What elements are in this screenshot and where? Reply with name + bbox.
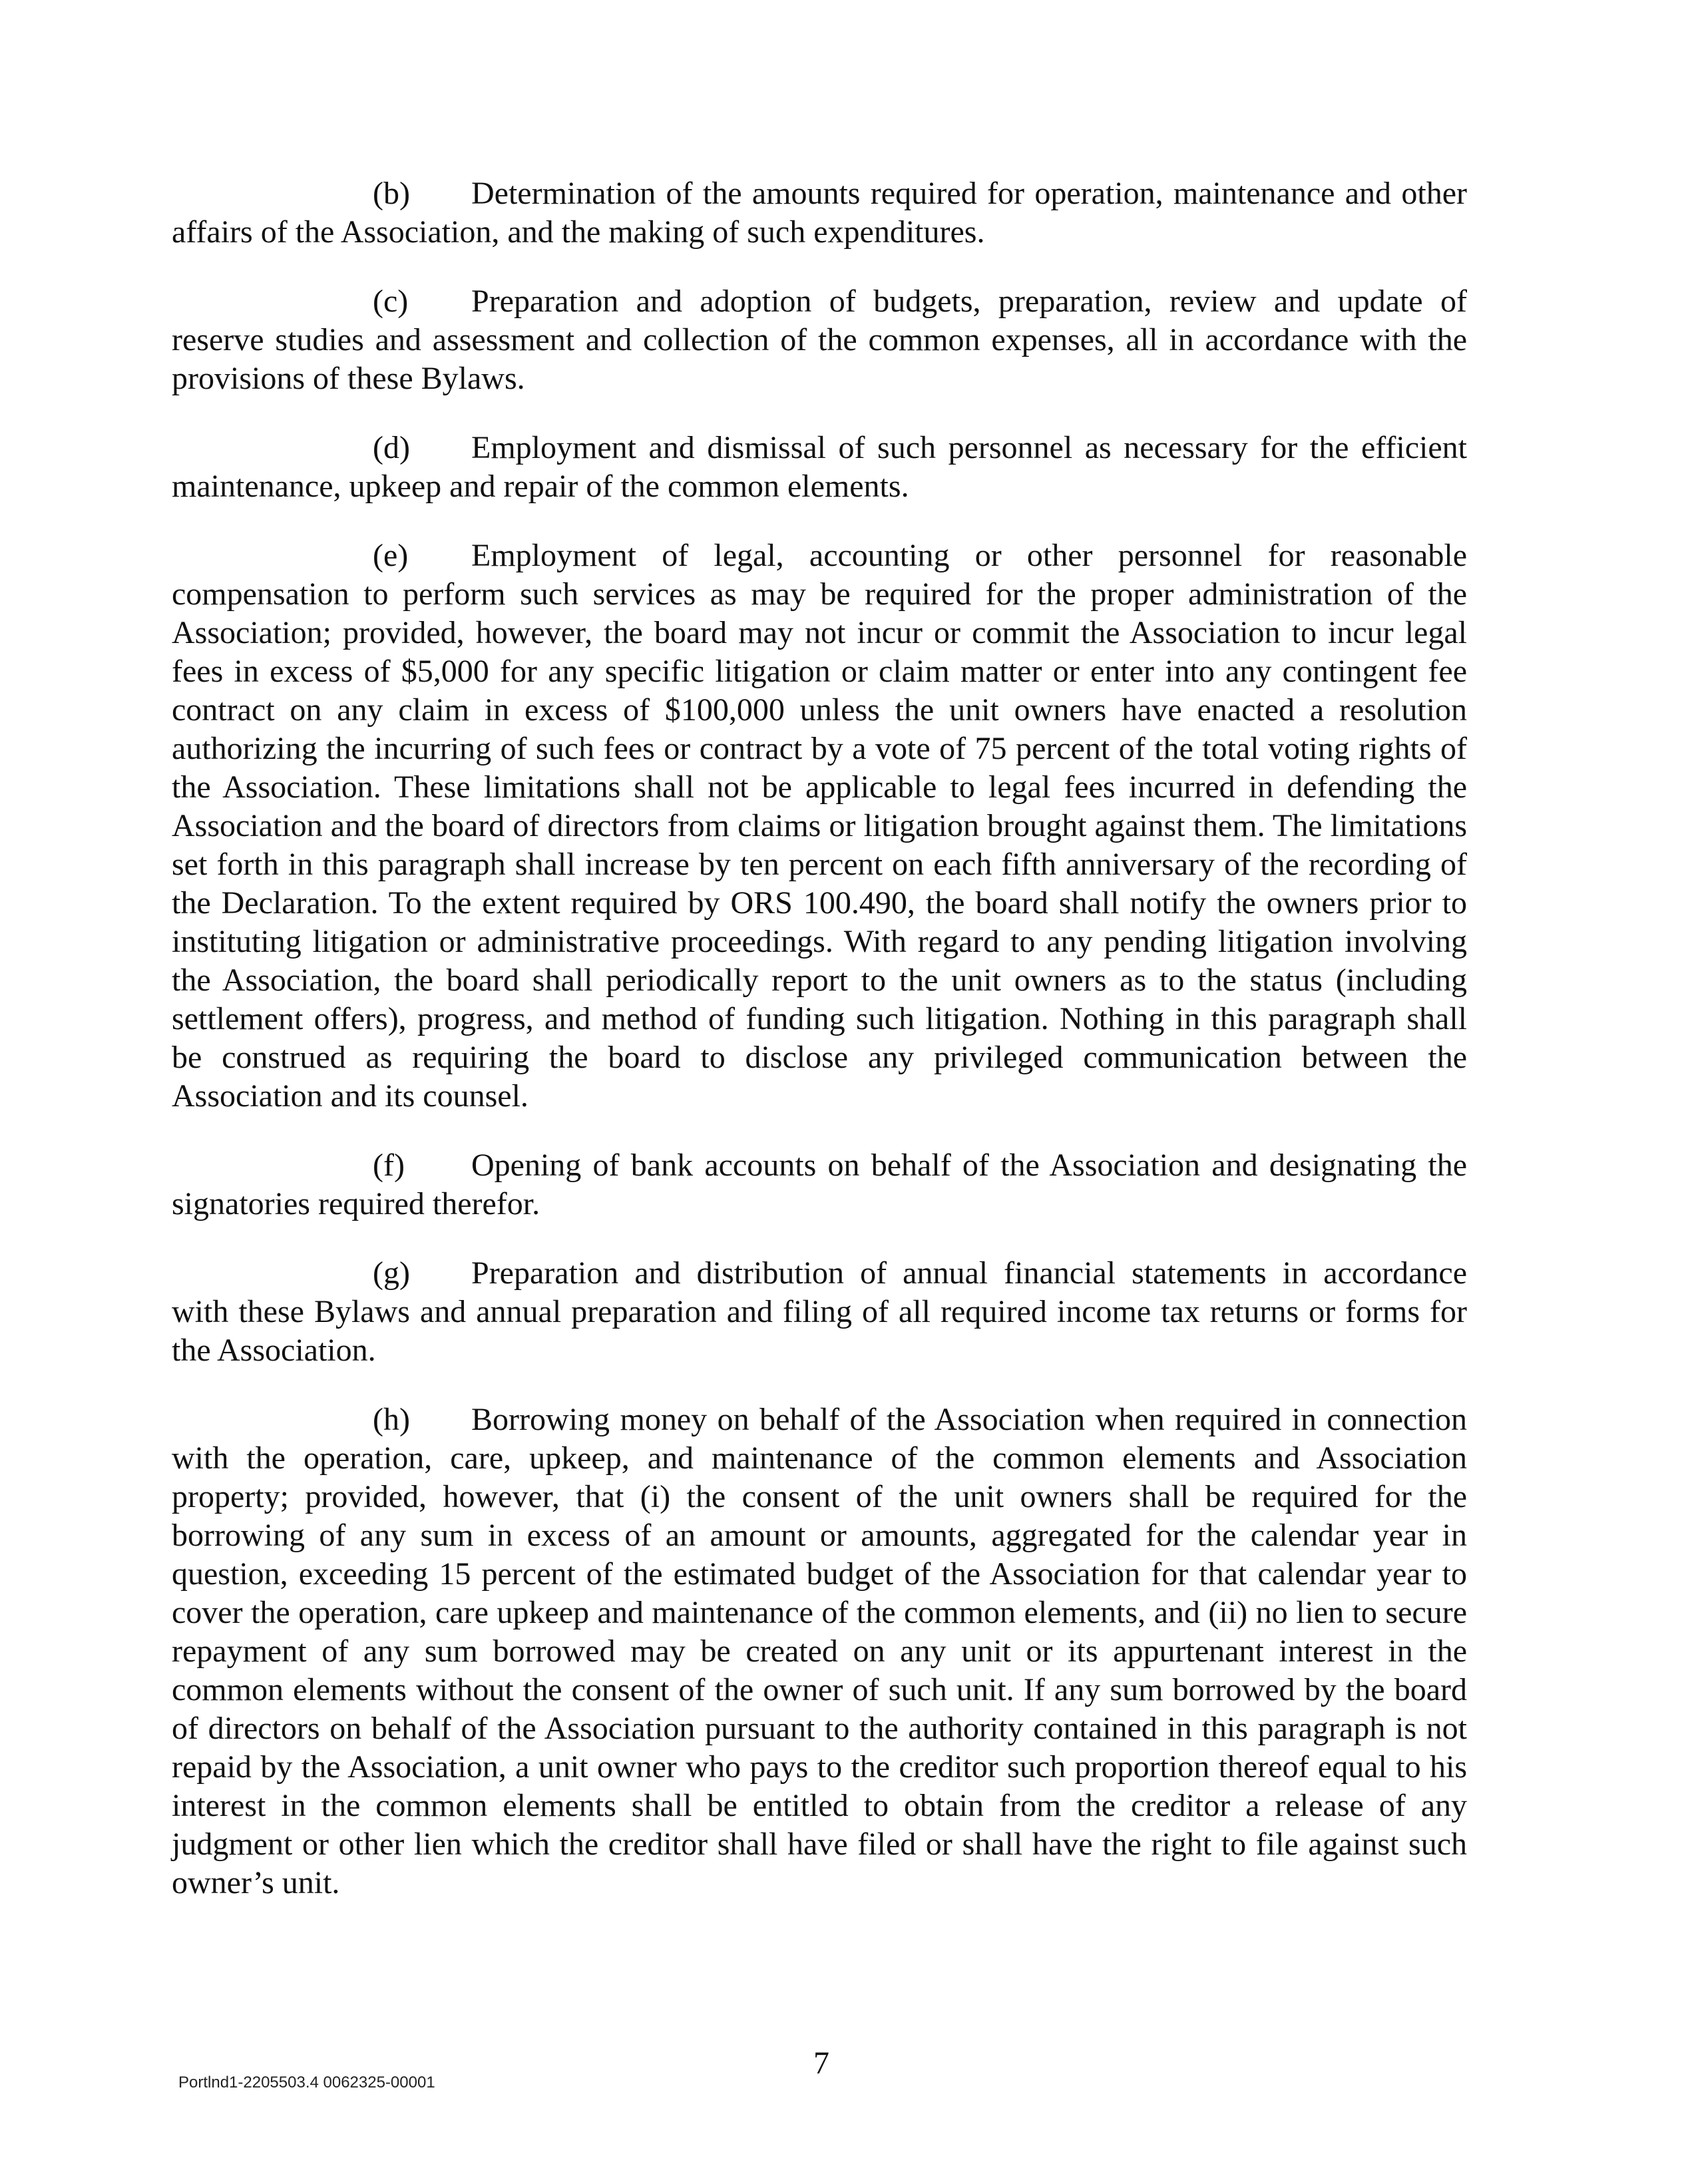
paragraph-text: Preparation and distribution of annual financial statements in accordance with these Bylaws and annual preparation and filing of all required income tax returns or forms for the Association.: [172, 1255, 1467, 1368]
paragraph-label: (c): [373, 284, 409, 319]
paragraph-c: [172, 282, 1467, 398]
footer-document-id: Portlnd1-2205503.4 0062325-00001: [178, 2074, 435, 2091]
paragraph-label: (b): [373, 176, 410, 211]
paragraph-text: Borrowing money on behalf of the Association when required in connection with the operation, care, upkeep, and maintenance of the common elements and Association property; provided, however, that (i) the consent of the unit owners shall be required for the borrowing of any sum in excess of an amount or amounts, aggregated for the calendar year in question, exceeding 15 percent of the estimated budget of the Association for that calendar year to cover the operation, care upkeep and maintenance of the common elements, and (ii) no lien to secure repayment of any sum borrowed may be created on any unit or its appurtenant interest in the common elements without the consent of the owner of such unit. If any sum borrowed by the board of directors on behalf of the Association pursuant to the authority contained in this paragraph is not repaid by the Association, a unit owner who pays to the creditor such proportion thereof equal to his interest in the common elements shall be entitled to obtain from the creditor a release of any judgment or other lien which the creditor shall have filed or shall have the right to file against such owner’s unit.: [172, 1402, 1467, 1900]
paragraph-text: Employment and dismissal of such personnel as necessary for the efficient maintenance, upkeep and repair of the common elements.: [172, 430, 1467, 504]
paragraph-label: (d): [373, 430, 410, 465]
paragraph-f: [172, 1146, 1467, 1223]
paragraph-label: (f): [373, 1148, 405, 1183]
paragraph-text: Determination of the amounts required for operation, maintenance and other affairs of the Association, and the making of such expenditures.: [172, 176, 1467, 250]
paragraph-label: (h): [373, 1402, 410, 1437]
paragraph-text: Preparation and adoption of budgets, preparation, review and update of reserve studies and assessment and collection of the common expenses, all in accordance with the provisions of these Bylaws.: [172, 284, 1467, 396]
page-number: 7: [813, 2046, 829, 2081]
paragraph-text: Employment of legal, accounting or other personnel for reasonable compensation to perform such services as may be required for the proper administration of the Association; provided, however, the board may not incur or commit the Association to incur legal fees in excess of $5,000 for any specific litigation or claim matter or enter into any contingent fee contract on any claim in excess of $100,000 unless the unit owners have enacted a resolution authorizing the incurring of such fees or contract by a vote of 75 percent of the total voting rights of the Association. These limitations shall not be applicable to legal fees incurred in defending the Association and the board of directors from claims or litigation brought against them. The limitations set forth in this paragraph shall increase by ten percent on each fifth anniversary of the recording of the Declaration. To the extent required by ORS 100.490, the board shall notify the owners prior to instituting litigation or administrative proceedings. With regard to any pending litigation involving the Association, the board shall periodically report to the unit owners as to the status (including settlement offers), progress, and method of funding such litigation. Nothing in this paragraph shall be construed as requiring the board to disclose any privileged communication between the Association and its counsel.: [172, 538, 1467, 1114]
paragraph-b: [172, 174, 1467, 252]
paragraph-label: (e): [373, 538, 409, 573]
paragraph-label: (g): [373, 1255, 410, 1291]
paragraph-e: [172, 537, 1467, 1116]
paragraph-h: [172, 1401, 1467, 1902]
paragraph-text: Opening of bank accounts on behalf of the Association and designating the signatories required therefor.: [172, 1148, 1467, 1221]
paragraph-d: [172, 429, 1467, 506]
document-body: [172, 174, 1467, 1933]
paragraph-g: [172, 1254, 1467, 1370]
